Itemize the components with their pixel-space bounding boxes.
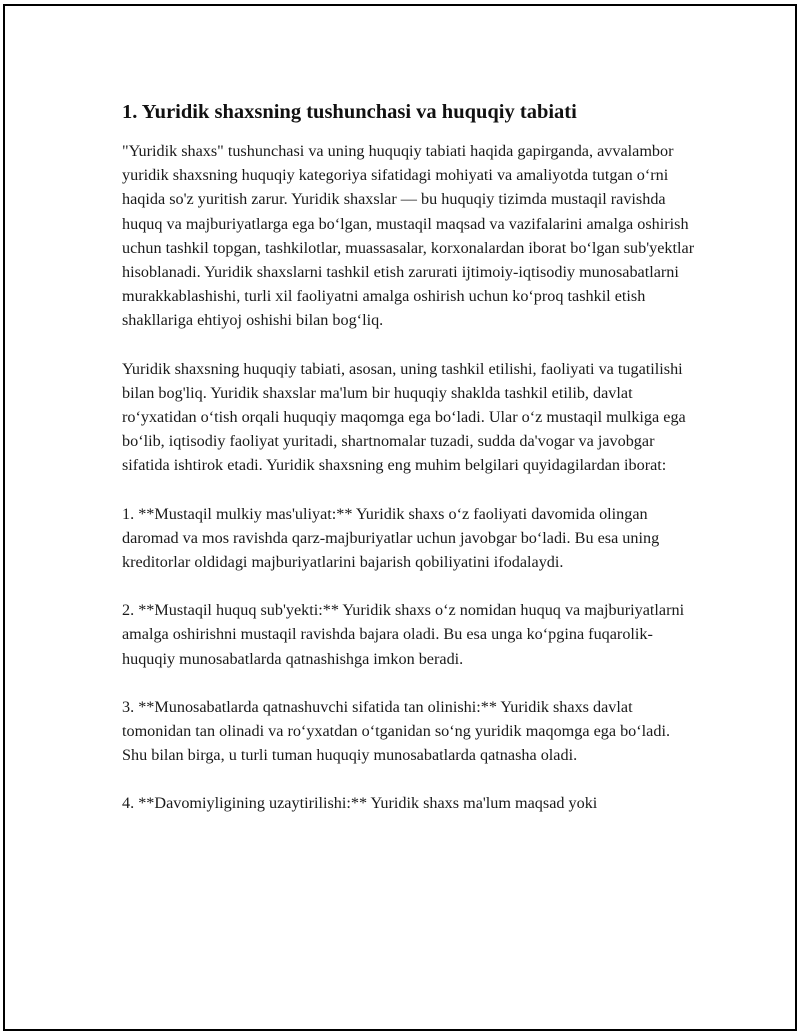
list-item-2: 2. **Mustaqil huquq sub'yekti:** Yuridik shaxs o‘z nomidan huquq va majburiyatlarni amalga oshirishni mustaqil ravishda bajara oladi. Bu esa unga ko‘pgina fuqarolik-huquqiy munosabatlarda qatnashishga imkon beradi.: [122, 601, 685, 668]
document-body: [122, 98, 697, 840]
section-heading: 1. Yuridik shaxsning tushunchasi va huquqiy tabiati: [122, 101, 577, 123]
list-item-4: 4. **Davomiyligining uzaytirilishi:** Yuridik shaxs ma'lum maqsad yoki: [122, 794, 598, 813]
list-item-3: 3. **Munosabatlarda qatnashuvchi sifatida tan olinishi:** Yuridik shaxs davlat tomonidan tan olinadi va ro‘yxatdan o‘tganidan so‘ng yuridik maqomga ega bo‘ladi. Shu bilan birga, u turli tuman huquqiy munosabatlarda qatnasha oladi.: [122, 697, 670, 765]
paragraph-intro: "Yuridik shaxs" tushunchasi va uning huquqiy tabiati haqida gapirganda, avvalambor yuridik shaxsning huquqiy kategoriya sifatidagi mohiyati va amaliyotda tutgan o‘rni haqida so'z yuritish zarur. Yuridik shaxslar — bu huquqiy tizimda mustaqil ravishda huquq va majburiyatlarga ega bo‘lgan, mustaqil maqsad va vazifalarini amalga oshirish uchun tashkil topgan, tashkilotlar, muassasalar, korxonalardan iborat bo‘lgan sub'yektlar hisoblanadi. Yuridik shaxslarni tashkil etish zarurati ijtimoiy-iqtisodiy munosabatlarni murakkablashishi, turli xil faoliyatni amalga oshirish uchun ko‘proq tashkil etish shakllariga ehtiyoj oshishi bilan bog‘liq.: [122, 142, 695, 330]
list-item-1: 1. **Mustaqil mulkiy mas'uliyat:** Yuridik shaxs o‘z faoliyati davomida olingan daromad va mos ravishda qarz-majburiyatlar uchun javobgar bo‘ladi. Bu esa uning kreditorlar oldidagi majburiyatlarini bajarish qobiliyatini ifodalaydi.: [122, 504, 660, 572]
paragraph-legal-nature: Yuridik shaxsning huquqiy tabiati, asosan, uning tashkil etilishi, faoliyati va tugatilishi bilan bog'liq. Yuridik shaxslar ma'lum bir huquqiy shaklda tashkil etilib, davlat ro‘yxatidan o‘tish orqali huquqiy maqomga ega bo‘ladi. Ular o‘z mustaqil mulkiga ega bo‘lib, iqtisodiy faoliyat yuritadi, shartnomalar tuzadi, sudda da'vogar va javobgar sifatida ishtirok etadi. Yuridik shaxsning eng muhim belgilari quyidagilardan iborat:: [122, 359, 686, 475]
page-frame: [3, 4, 797, 1031]
